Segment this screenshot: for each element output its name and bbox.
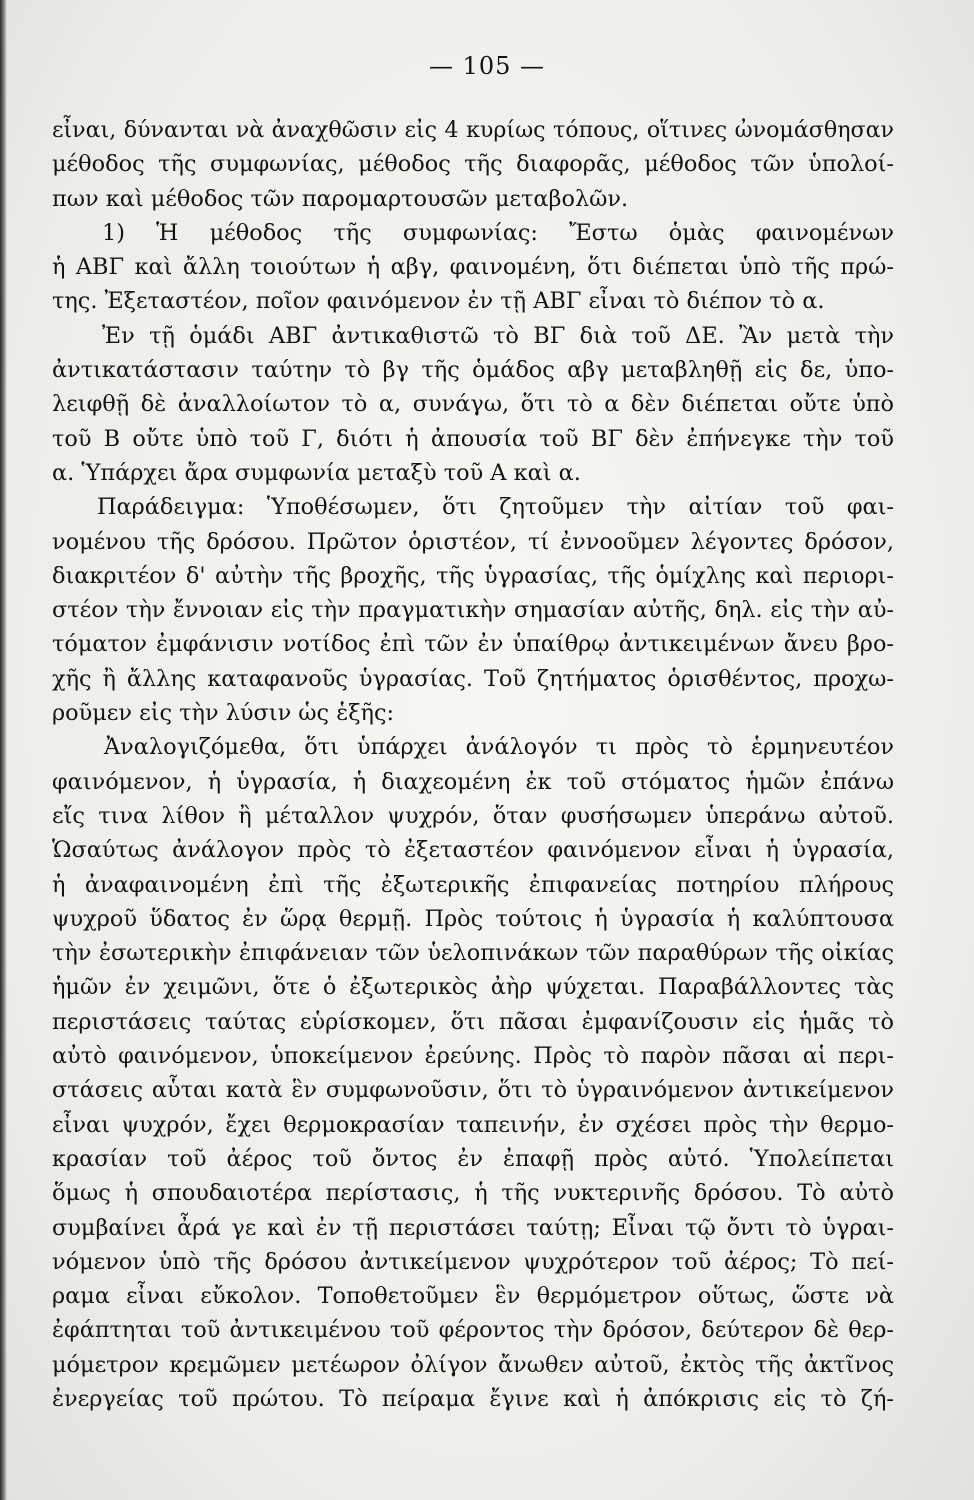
text-line: αὐτὸ φαινόμενον, ὑποκείμενον ἐρεύνης. Πρὸς τὸ παρὸν πᾶσαι αἱ περι- — [52, 1043, 894, 1070]
text-line: νομένου τῆς δρόσου. Πρῶτον ὁριστέον, τί ἐννοοῦμεν λέγοντες δρόσον, — [52, 528, 894, 555]
text-line: τόματον ἐμφάνισιν νοτίδος ἐπὶ τῶν ἐν ὑπαίθρῳ ἀντικειμένων ἄνευ βρο- — [52, 631, 894, 658]
text-line: μέθοδος τῆς συμφωνίας, μέθοδος τῆς διαφορᾶς, μέθοδος τῶν ὑπολοί- — [52, 151, 894, 178]
page-body-text — [52, 113, 894, 1416]
text-line: της. Ἐξεταστέον, ποῖον φαινόμενον ἐν τῇ ΑΒΓ εἶναι τὸ διέπον τὸ α. — [52, 288, 825, 315]
text-line: συμβαίνει ἆρά γε καὶ ἐν τῇ περιστάσει ταύτῃ; Εἶναι τῷ ὄντι τὸ ὑγραι- — [52, 1214, 894, 1241]
text-line: φαινόμενον, ἡ ὑγρασία, ἡ διαχεομένη ἐκ τοῦ στόματος ἡμῶν ἐπάνω — [52, 768, 894, 795]
text-line: ραμα εἶναι εὔκολον. Τοποθετοῦμεν ἓν θερμόμετρον οὕτως, ὥστε νὰ — [52, 1283, 894, 1310]
text-line: περιστάσεις ταύτας εὑρίσκομεν, ὅτι πᾶσαι ἐμφανίζουσιν εἰς ἡμᾶς τὸ — [52, 1008, 894, 1035]
text-line: ἡ ἀναφαινομένη ἐπὶ τῆς ἐξωτερικῆς ἐπιφανείας ποτηρίου πλήρους — [52, 871, 894, 898]
text-line: λειφθῇ δὲ ἀναλλοίωτον τὸ α, συνάγω, ὅτι τὸ α δὲν διέπεται οὔτε ὑπὸ — [52, 391, 894, 418]
page-number-header: — 105 — — [428, 52, 546, 80]
text-line: ψυχροῦ ὕδατος ἐν ὥρᾳ θερμῇ. Πρὸς τούτοις ἡ ὑγρασία ἡ καλύπτουσα — [52, 905, 894, 932]
text-line: ροῦμεν εἰς τὴν λύσιν ὡς ἑξῆς: — [52, 700, 395, 727]
page-edge-shadow — [0, 0, 7, 1500]
text-line: ἡμῶν ἐν χειμῶνι, ὅτε ὁ ἐξωτερικὸς ἀὴρ ψύχεται. Παραβάλλοντες τὰς — [52, 974, 894, 1001]
text-line: Παράδειγμα: Ὑποθέσωμεν, ὅτι ζητοῦμεν τὴν αἰτίαν τοῦ φαι- — [97, 494, 894, 521]
text-line: ὅμως ἡ σπουδαιοτέρα περίστασις, ἡ τῆς νυκτερινῆς δρόσου. Τὸ αὐτὸ — [52, 1180, 894, 1207]
text-line: εἶναι, δύνανται νὰ ἀναχθῶσιν εἰς 4 κυρίως τόπους, οἵτινες ὠνομάσθησαν — [52, 117, 894, 143]
text-line: Ὡσαύτως ἀνάλογον πρὸς τὸ ἐξεταστέον φαινόμενον εἶναι ἡ ὑγρασία, — [52, 837, 894, 864]
text-line: μόμετρον κρεμῶμεν μετέωρον ὀλίγον ἄνωθεν αὐτοῦ, ἐκτὸς τῆς ἀκτῖνος — [52, 1351, 894, 1378]
text-line: ἀντικατάστασιν ταύτην τὸ βγ τῆς ὁμάδος αβγ μεταβληθῇ εἰς δε, ὑπο- — [52, 357, 894, 384]
text-line: 1) Ἡ μέθοδος τῆς συμφωνίας: Ἔστω ὁμὰς φαινομένων — [102, 219, 894, 246]
text-line: εἶναι ψυχρόν, ἔχει θερμοκρασίαν ταπεινήν, ἐν σχέσει πρὸς τὴν θερμο- — [52, 1111, 894, 1138]
text-line: α. Ὑπάρχει ἄρα συμφωνία μεταξὺ τοῦ Α καὶ α. — [52, 459, 581, 486]
text-line: στέον τὴν ἔννοιαν εἰς τὴν πραγματικὴν σημασίαν αὐτῆς, δηλ. εἰς τὴν αὐ- — [52, 597, 894, 624]
text-line: στάσεις αὗται κατὰ ἓν συμφωνοῦσιν, ὅτι τὸ ὑγραινόμενον ἀντικείμενον — [52, 1077, 894, 1104]
text-line: ἐφάπτηται τοῦ ἀντικειμένου τοῦ φέροντος τὴν δρόσον, δεύτερον δὲ θερ- — [52, 1317, 894, 1344]
text-line: ἐνεργείας τοῦ πρώτου. Τὸ πείραμα ἔγινε καὶ ἡ ἀπόκρισις εἰς τὸ ζή- — [52, 1385, 894, 1412]
text-line: διακριτέον δ' αὐτὴν τῆς βροχῆς, τῆς ὑγρασίας, τῆς ὁμίχλης καὶ περιορι- — [52, 562, 894, 589]
text-line: εἴς τινα λίθον ἢ μέταλλον ψυχρόν, ὅταν φυσήσωμεν ὑπεράνω αὐτοῦ. — [52, 802, 894, 829]
text-line: χῆς ἢ ἄλλης καταφανοῦς ὑγρασίας. Τοῦ ζητήματος ὁρισθέντος, προχω- — [52, 665, 894, 692]
text-line: κρασίαν τοῦ ἀέρος τοῦ ὄντος ἐν ἐπαφῇ πρὸς αὐτό. Ὑπολείπεται — [52, 1145, 894, 1172]
text-line: Ἐν τῇ ὁμάδι ΑΒΓ ἀντικαθιστῶ τὸ ΒΓ διὰ τοῦ ΔΕ. Ἂν μετὰ τὴν — [102, 322, 894, 349]
text-line: τὴν ἐσωτερικὴν ἐπιφάνειαν τῶν ὑελοπινάκων τῶν παραθύρων τῆς οἰκίας — [52, 940, 894, 967]
text-line: ἡ ΑΒΓ καὶ ἄλλη τοιούτων ἡ αβγ, φαινομένη, ὅτι διέπεται ὑπὸ τῆς πρώ- — [52, 254, 894, 281]
text-line: τοῦ Β οὔτε ὑπὸ τοῦ Γ, διότι ἡ ἀπουσία τοῦ ΒΓ δὲν ἐπήνεγκε τὴν τοῦ — [52, 425, 894, 452]
text-line: νόμενον ὑπὸ τῆς δρόσου ἀντικείμενον ψυχρότερον τοῦ ἀέρος; Τὸ πεί- — [52, 1248, 894, 1275]
text-line: πων καὶ μέθοδος τῶν παρομαρτουσῶν μεταβολῶν. — [52, 185, 629, 212]
text-line: Ἀναλογιζόμεθα, ὅτι ὑπάρχει ἀνάλογόν τι πρὸς τὸ ἑρμηνευτέον — [104, 734, 894, 761]
